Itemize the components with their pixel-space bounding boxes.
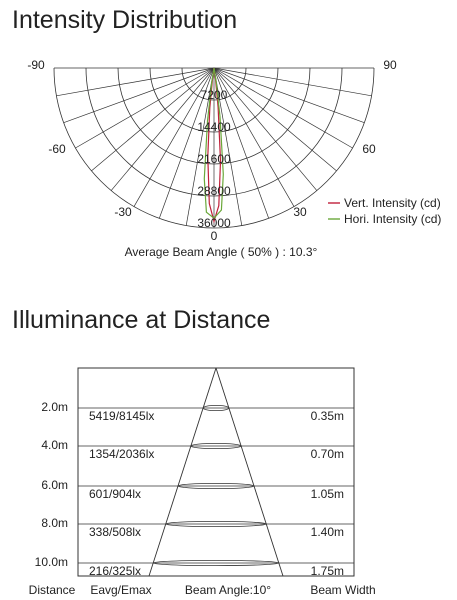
distance-label: 2.0m bbox=[41, 400, 68, 414]
radial-tick-label: 28800 bbox=[197, 184, 231, 198]
beam-cone-left bbox=[149, 368, 216, 576]
distance-label: 8.0m bbox=[41, 516, 68, 530]
column-header: Beam Angle:10° bbox=[184, 583, 272, 597]
angle-label: -30 bbox=[114, 205, 132, 219]
column-header: Beam Width bbox=[310, 583, 376, 597]
illuminance-rows bbox=[35, 400, 354, 578]
angle-label: 30 bbox=[293, 205, 307, 219]
radial-tick-label: 36000 bbox=[197, 216, 231, 230]
lux-value: 338/508lx bbox=[89, 525, 142, 539]
illuminance-frame bbox=[78, 368, 354, 576]
beam-cone bbox=[149, 368, 283, 576]
column-header: Distance bbox=[28, 583, 76, 597]
lux-value: 601/904lx bbox=[89, 487, 142, 501]
beam-width-value: 0.70m bbox=[310, 447, 344, 461]
distance-label: 10.0m bbox=[34, 555, 68, 569]
beam-width-value: 0.35m bbox=[310, 409, 344, 423]
radial-tick-label: 7200 bbox=[200, 88, 228, 102]
distance-label: 4.0m bbox=[41, 438, 68, 452]
intensity-distribution-title: Intensity Distribution bbox=[12, 6, 238, 34]
column-header: Eavg/Emax bbox=[90, 583, 152, 597]
legend-label: Vert. Intensity (cd) bbox=[344, 196, 441, 210]
lux-value: 1354/2036lx bbox=[89, 447, 155, 461]
column-headers bbox=[29, 583, 376, 597]
average-beam-angle-label: Average Beam Angle ( 50% ) : 10.3° bbox=[124, 245, 318, 259]
beam-width-value: 1.05m bbox=[310, 487, 344, 501]
illuminance-at-distance-title: Illuminance at Distance bbox=[12, 306, 271, 334]
lux-value: 5419/8145lx bbox=[89, 409, 155, 423]
angle-label: 60 bbox=[362, 142, 376, 156]
beam-cone-right bbox=[216, 368, 283, 576]
angle-label: -90 bbox=[27, 58, 45, 72]
angle-label: 0 bbox=[210, 229, 218, 243]
radial-tick-label: 14400 bbox=[197, 120, 231, 134]
angle-label: -60 bbox=[48, 142, 66, 156]
angle-label: 90 bbox=[383, 58, 397, 72]
beam-width-value: 1.40m bbox=[310, 525, 344, 539]
distance-label: 6.0m bbox=[41, 478, 68, 492]
beam-width-value: 1.75m bbox=[310, 564, 344, 578]
legend-label: Hori. Intensity (cd) bbox=[344, 212, 442, 226]
radial-tick-label: 21600 bbox=[197, 152, 231, 166]
lux-value: 216/325lx bbox=[89, 564, 142, 578]
